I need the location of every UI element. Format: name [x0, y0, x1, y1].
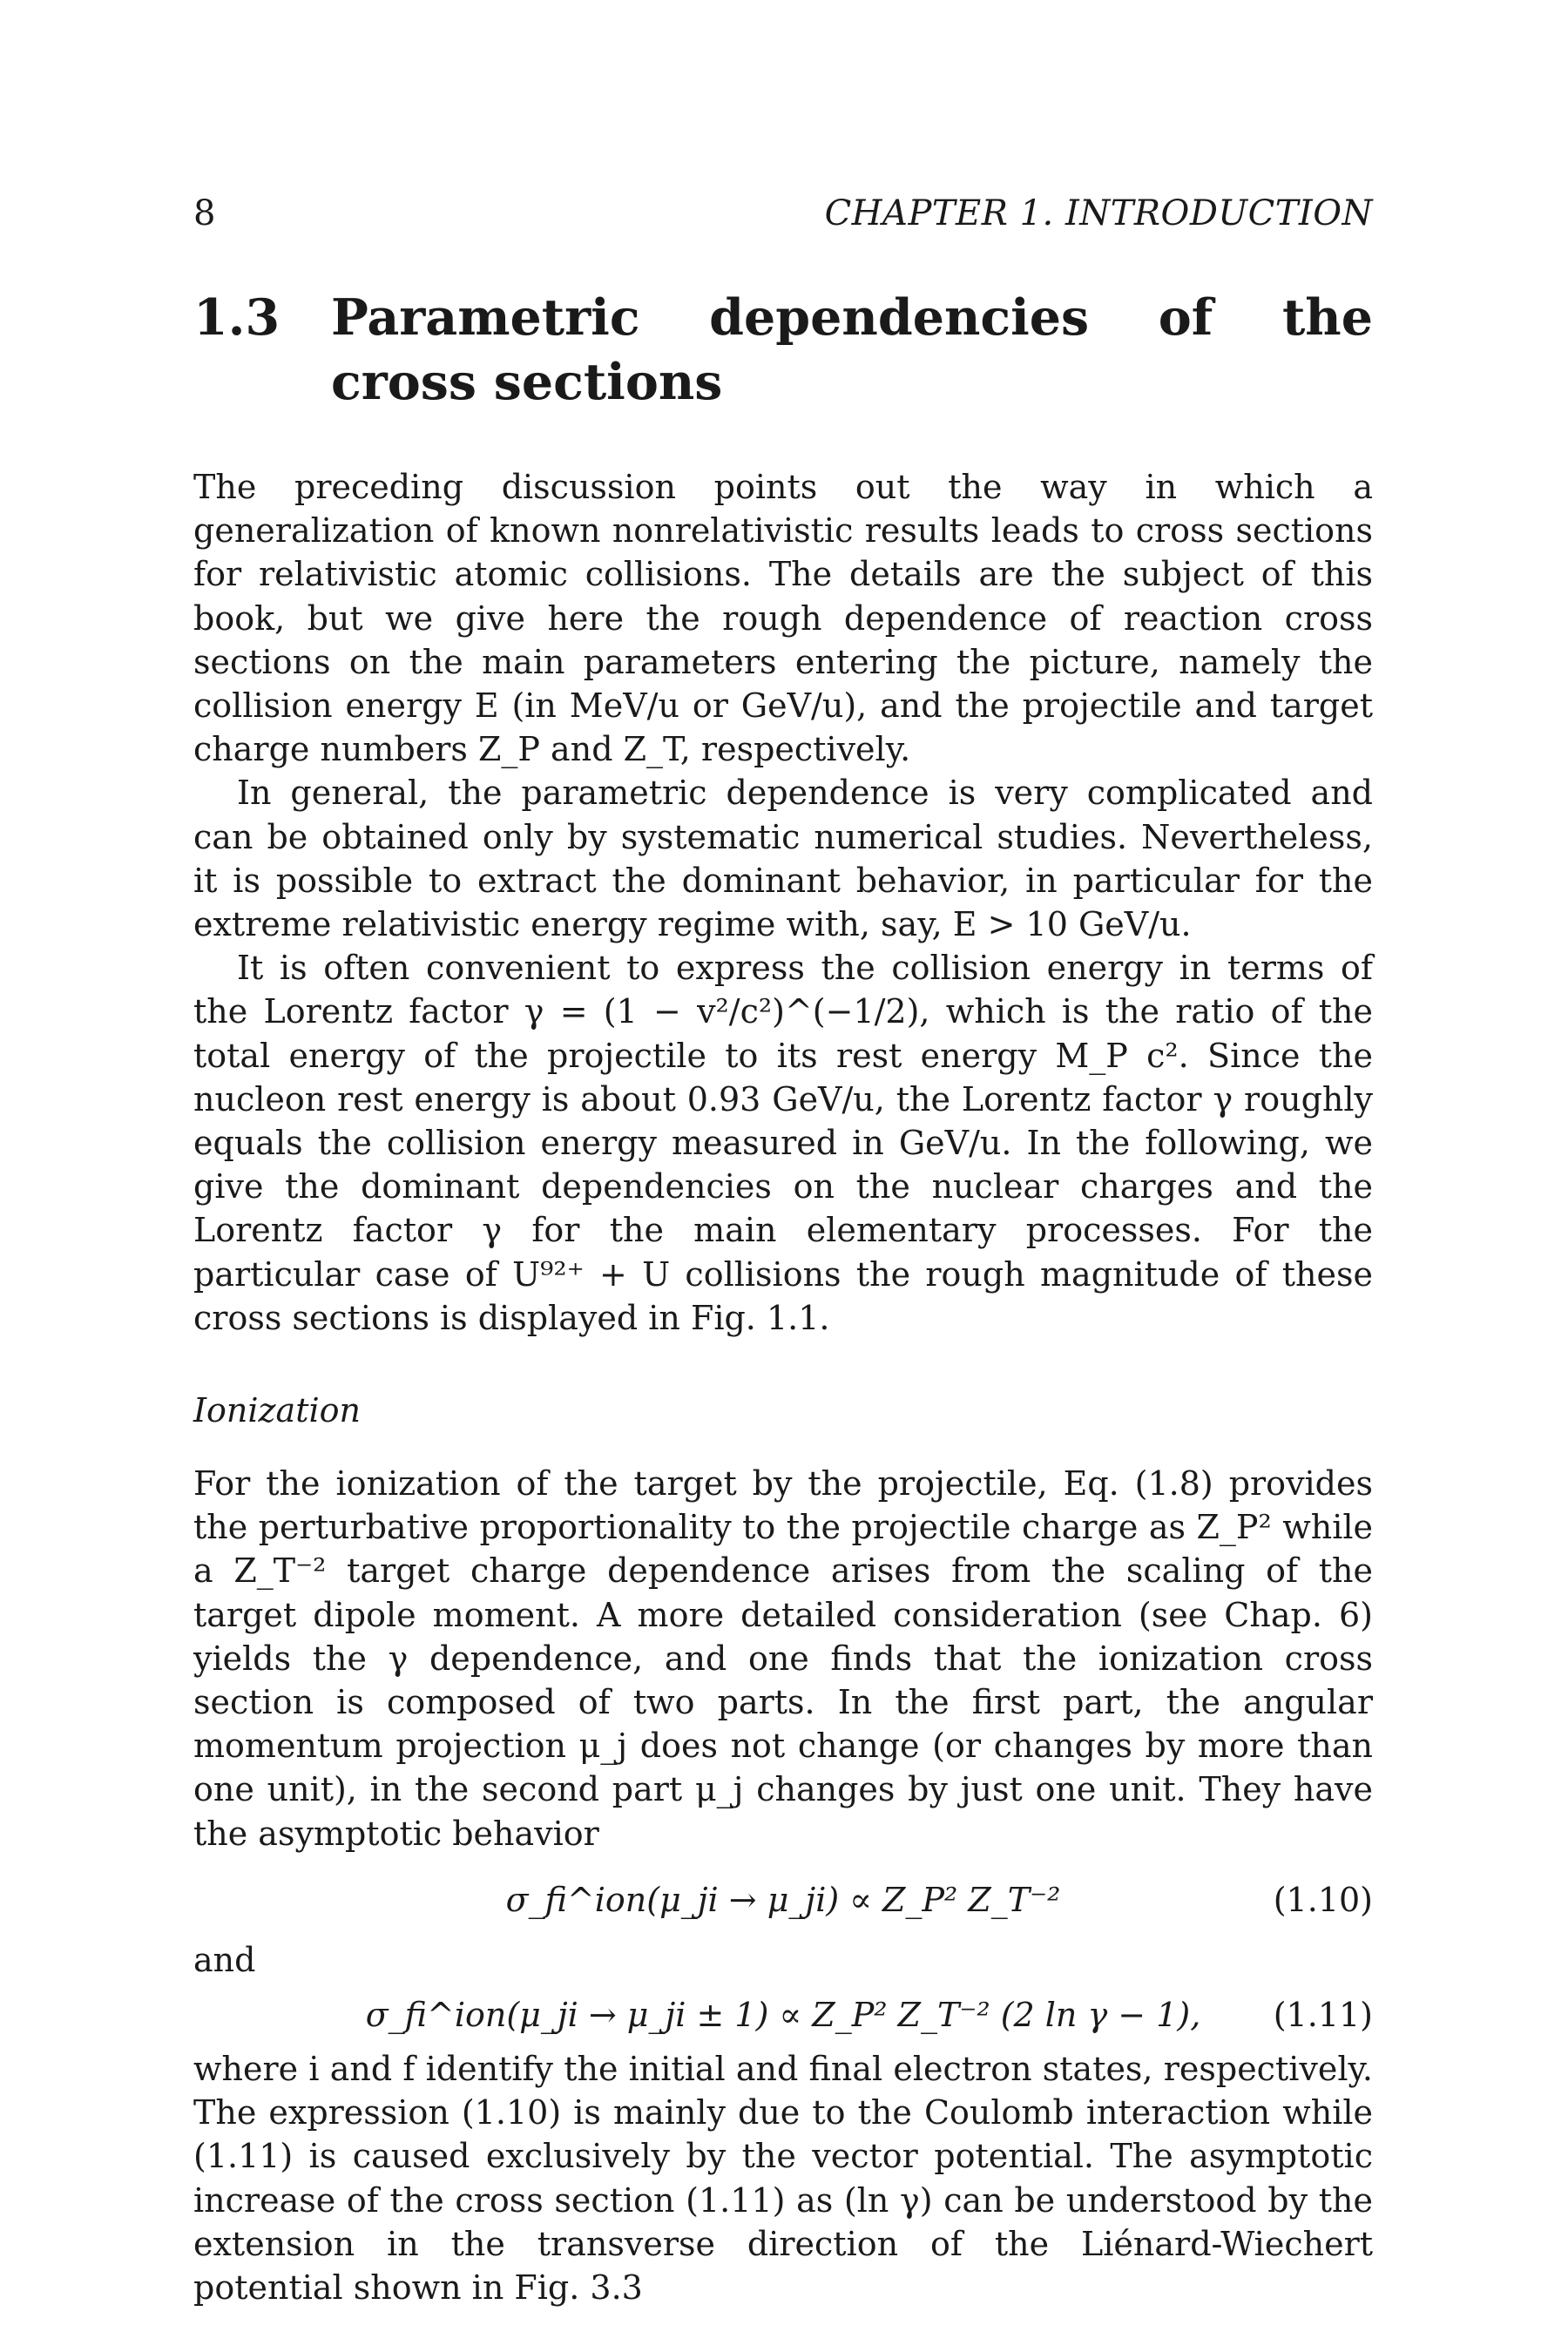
equation-1-11: [193, 1983, 1373, 2047]
paragraph: where i and f identify the initial and final electron states, respectively. The expression (1.10) is mainly due to the Coulomb interaction while (1.11) is caused exclusively by the vector potential. The asymptotic increase of the cross section (1.11) as (ln γ) can be understood by the extension in the transverse direction of the Liénard-Wiechert potential shown in Fig. 3.3: [193, 2049, 1373, 2307]
equation-number: (1.10): [1273, 1880, 1373, 1919]
equation-expression: σ_fi^ion(μ_ji → μ_ji ± 1) ∝ Z_P² Z_T⁻² (2 ln γ − 1),: [365, 1995, 1201, 2034]
paragraph: It is often convenient to express the collision energy in terms of the Lorentz factor γ = (1 − v²/c²)^(−1/2), which is the ratio of the total energy of the projectile to its rest energy M_P c². Since the nucleon rest energy is about 0.93 GeV/u, the Lorentz factor γ roughly equals the collision energy measured in GeV/u. In the following, we give the dominant dependencies on the nuclear charges and the Lorentz factor γ for the main elementary processes. For the particular case of U⁹²⁺ + U collisions the rough magnitude of these cross sections is displayed in Fig. 1.1.: [193, 949, 1373, 1337]
page-number: 8: [193, 193, 216, 233]
section-title: Parametric dependencies of the cross sections: [331, 288, 1373, 411]
equation-1-10: [193, 1868, 1373, 1932]
body-text: [193, 465, 1373, 2309]
section-heading: [193, 286, 1373, 415]
section-number: 1.3: [193, 288, 280, 347]
paragraph: The preceding discussion points out the way in which a generalization of known nonrelativistic results leads to cross sections for relativistic atomic collisions. The details are the subject of this book, but we give here the rough dependence of reaction cross sections on the main parameters entering the picture, namely the collision energy E (in MeV/u or GeV/u), and the projectile and target charge numbers Z_P and Z_T, respectively.: [193, 468, 1373, 769]
page-header: [193, 193, 1373, 242]
equation-number: (1.11): [1273, 1995, 1373, 2034]
page: [193, 193, 1373, 2309]
equation-expression: σ_fi^ion(μ_ji → μ_ji) ∝ Z_P² Z_T⁻²: [505, 1880, 1061, 1919]
paragraph: For the ionization of the target by the projectile, Eq. (1.8) provides the perturbative proportionality to the projectile charge as Z_P² while a Z_T⁻² target charge dependence arises from the scaling of the target dipole moment. A more detailed consideration (see Chap. 6) yields the γ dependence, and one finds that the ionization cross section is composed of two parts. In the first part, the angular momentum projection μ_j does not change (or changes by more than one unit), in the second part μ_j changes by just one unit. They have the asymptotic behavior: [193, 1464, 1373, 1853]
connector-text: and: [193, 1940, 256, 1979]
running-head: CHAPTER 1. INTRODUCTION: [824, 193, 1373, 233]
paragraph: In general, the parametric dependence is very complicated and can be obtained only by systematic numerical studies. Nevertheless, it is possible to extract the dominant behavior, in particular for the extreme relativistic energy regime with, say, E > 10 GeV/u.: [193, 774, 1373, 944]
subsection-heading: Ionization: [193, 1391, 361, 1430]
